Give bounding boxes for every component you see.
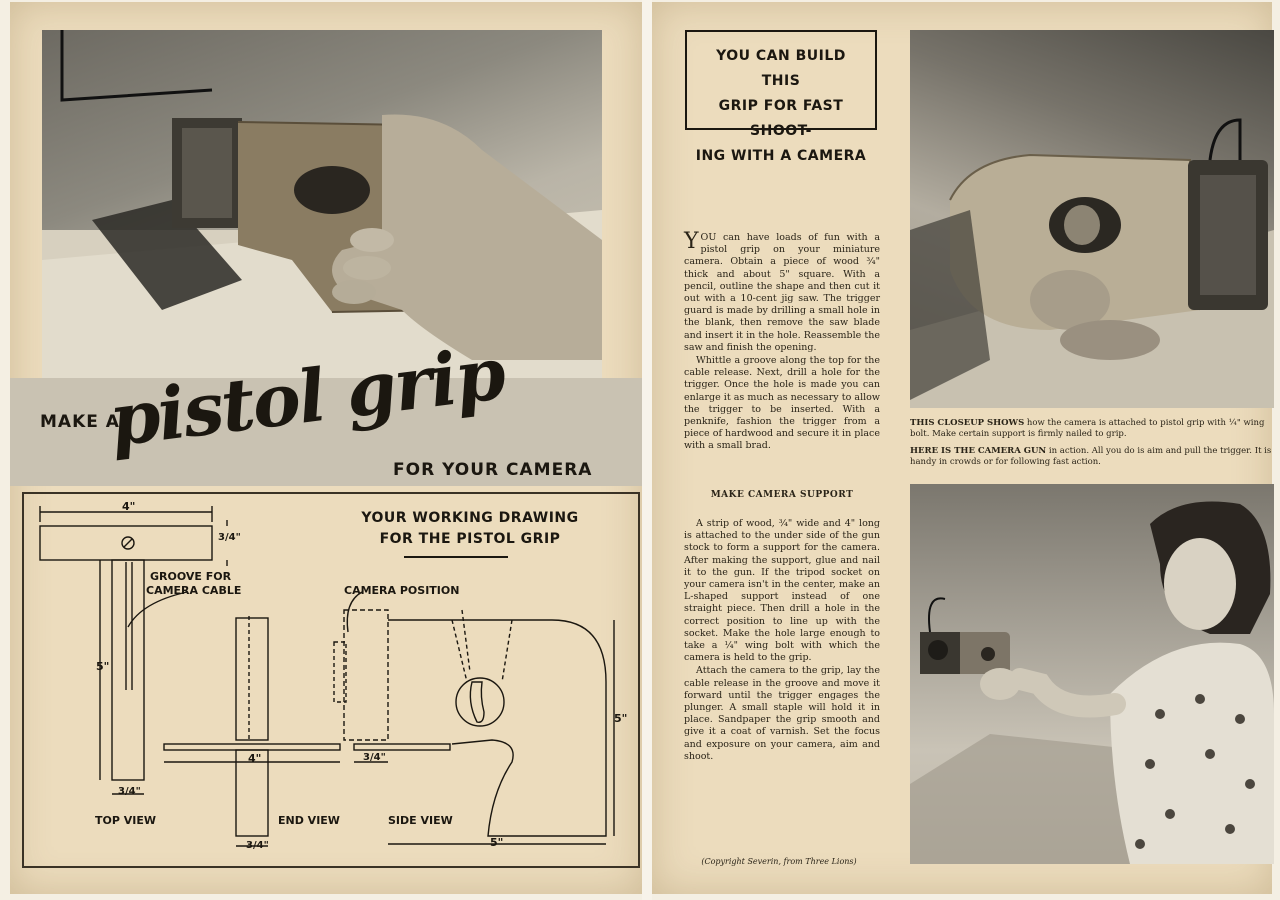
article-paragraph-1 bbox=[684, 229, 880, 354]
caption-in-action bbox=[910, 446, 1272, 468]
page-gutter bbox=[642, 0, 652, 900]
photo-hand-holding-grip bbox=[42, 30, 602, 380]
headline-line3: ING WITH A CAMERA bbox=[695, 148, 867, 164]
drop-cap: Y bbox=[684, 229, 699, 254]
working-drawing bbox=[22, 492, 640, 868]
banner-for-your-camera: FOR YOUR CAMERA bbox=[393, 460, 593, 480]
groove-line2: CAMERA CABLE bbox=[146, 584, 242, 597]
copyright-line: (Copyright Severin, from Three Lions) bbox=[701, 857, 857, 866]
caption-closeup-text: how the camera is attached to pistol grip with ¼" wing bolt. Make certain support is firmly nailed to grip. bbox=[910, 418, 1265, 439]
headline-box bbox=[685, 30, 877, 164]
article-paragraph-2: Whittle a groove along the top for the cable release. Next, drill a hole for the trigger. Once the hole is made you can enlarge it as much as necessary to allow the trigger to be inserted. With a penknife, fashion the trigger from a piece of hardwood and secure it in place with a small brad. bbox=[684, 355, 880, 452]
dim-5-side: 5" bbox=[614, 712, 628, 725]
headline-line2: GRIP FOR FAST SHOOT- bbox=[718, 98, 844, 139]
headline-line1: YOU CAN BUILD THIS bbox=[716, 48, 846, 89]
drawing-title-line2: FOR THE PISTOL GRIP bbox=[379, 531, 561, 547]
photo-woman-aiming-camera bbox=[910, 484, 1274, 864]
drawing-title-line1: YOUR WORKING DRAWING bbox=[361, 510, 579, 526]
end-view-label: END VIEW bbox=[278, 814, 340, 827]
top-view-label: TOP VIEW bbox=[95, 814, 156, 827]
dim-4-end: 4" bbox=[248, 752, 262, 765]
caption-in-action-text: in action. All you do is aim and pull the trigger. It is handy in crowds or for following fast action. bbox=[910, 446, 1272, 467]
article-paragraph-4: Attach the camera to the grip, lay the cable release in the groove and move it forward until the trigger engages the plunger. A small staple will hold it in place. Sandpaper the grip smooth and give it a coat of varnish. Set the focus and exposure on your camera, aim and shoot. bbox=[684, 665, 880, 762]
article-body-top bbox=[684, 229, 880, 454]
dim-5-side-bottom: 5" bbox=[490, 836, 504, 849]
article-p1-text: OU can have loads of fun with a pistol grip on your miniature camera. Obtain a piece of wood ¾" thick and about 5" square. With a pencil, outline the shape and then cut it out with a 10-cent jig saw. The trigger guard is made by drilling a small hole in the blank, then remove the saw blade and insert it in the hole. Reassemble the saw and finish the opening. bbox=[684, 232, 880, 353]
dim-4-top: 4" bbox=[122, 500, 136, 513]
dim-34-bottom-top: 3/4" bbox=[118, 786, 141, 797]
caption-closeup bbox=[910, 418, 1272, 440]
caption-in-action-lead: HERE IS THE CAMERA GUN bbox=[910, 446, 1047, 456]
article-paragraph-3: A strip of wood, ¾" wide and 4" long is attached to the under side of the gun stock to form a support for the camera. After making the support, glue and nail it to the gun. If the tripod socket on your camera isn't in the center, make an L-shaped support instead of one straight piece. Then drill a hole in the correct position to line up with the socket. Make the hole large enough to take a ¼" wing bolt with which the camera is held to the grip. bbox=[684, 518, 880, 664]
banner-script-title: pistol grip bbox=[104, 330, 509, 463]
caption-closeup-lead: THIS CLOSEUP SHOWS bbox=[910, 418, 1025, 428]
article-body-bottom bbox=[684, 518, 880, 764]
side-view-label: SIDE VIEW bbox=[388, 814, 453, 827]
camera-position-label: CAMERA POSITION bbox=[344, 584, 460, 597]
subhead-make-camera-support: MAKE CAMERA SUPPORT bbox=[710, 490, 854, 500]
groove-line1: GROOVE FOR bbox=[150, 570, 232, 583]
dim-34-end: 3/4" bbox=[363, 752, 386, 763]
dim-34-top: 3/4" bbox=[218, 532, 241, 543]
photo-closeup-grip bbox=[910, 30, 1274, 408]
dim-34-end-bottom: 3/4" bbox=[246, 840, 269, 851]
banner-make-a: MAKE A bbox=[40, 412, 120, 432]
dim-5-left: 5" bbox=[96, 660, 110, 673]
